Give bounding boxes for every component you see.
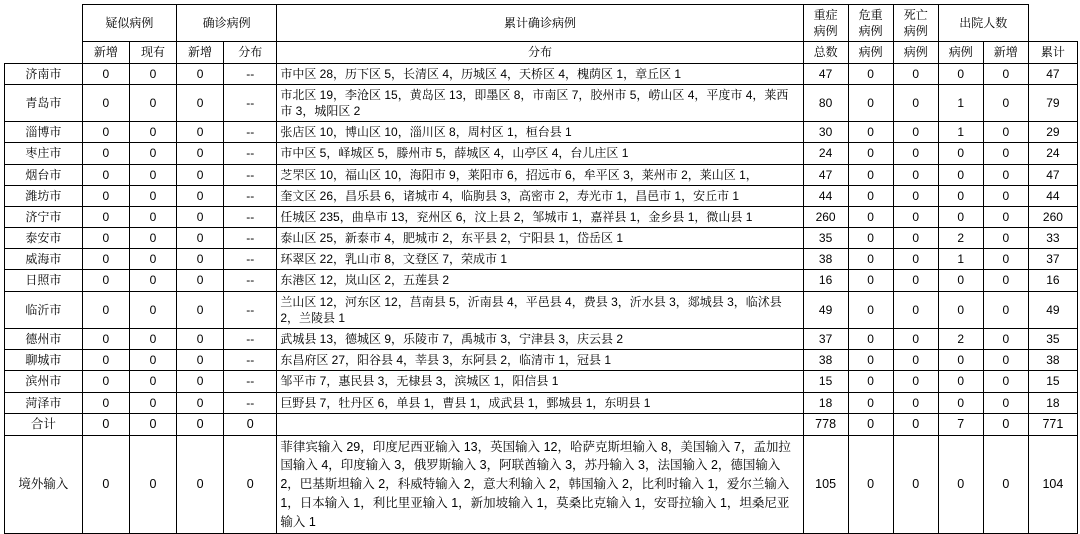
table-cell-suspected-new: 0 bbox=[82, 185, 129, 206]
table-cell-death: 1 bbox=[938, 122, 983, 143]
table-row bbox=[5, 291, 1078, 328]
table-cell-city: 潍坊市 bbox=[5, 185, 83, 206]
table-cell-critical: 0 bbox=[893, 392, 938, 413]
table-cell-confirmed-new: 0 bbox=[177, 329, 224, 350]
table-cell-confirmed-distribution: -- bbox=[224, 63, 277, 84]
table-cell-discharged-total: 79 bbox=[1028, 84, 1077, 121]
table-cell-death: 0 bbox=[938, 270, 983, 291]
table-cell-total: 260 bbox=[803, 206, 848, 227]
table-cell-severe: 0 bbox=[848, 371, 893, 392]
table-cell-death: 0 bbox=[938, 350, 983, 371]
table-cell-confirmed-distribution: -- bbox=[224, 206, 277, 227]
table-cell-critical: 0 bbox=[893, 63, 938, 84]
header-group-confirmed: 确诊病例 bbox=[177, 5, 277, 42]
table-cell-discharged-total: 35 bbox=[1028, 329, 1077, 350]
table-cell-distribution: 菲律宾输入 29，印度尼西亚输入 13，英国输入 12，哈萨克斯坦输入 8，美国输入 7，孟加拉国输入 4，印度输入 3，俄罗斯输入 3，阿联酋输入 3，苏丹输入 3，法国输入 2，德国输入 2，巴基斯坦输入 2，科威特输入 2，意大利输入 2，韩国输入 2，比利时输入 1，爱尔兰输入 1，日本输入 1，利比里亚输入 1，新加坡输入 1，莫桑比克输入 1，安哥拉输入 1，坦桑尼亚输入 1 bbox=[277, 435, 803, 534]
table-cell-city: 合计 bbox=[5, 413, 83, 435]
table-cell-confirmed-new: 0 bbox=[177, 206, 224, 227]
table-cell-confirmed-distribution: -- bbox=[224, 350, 277, 371]
table-cell-confirmed-new: 0 bbox=[177, 84, 224, 121]
header-suspected-current: 现有 bbox=[129, 42, 176, 63]
header-critical-line1: 危重 bbox=[858, 8, 883, 22]
header-severe-line1: 重症 bbox=[813, 8, 838, 22]
table-cell-discharged-new: 0 bbox=[983, 63, 1028, 84]
table-cell-total: 47 bbox=[803, 63, 848, 84]
table-cell-suspected-new: 0 bbox=[82, 206, 129, 227]
table-cell-city: 境外输入 bbox=[5, 435, 83, 534]
table-cell-suspected-new: 0 bbox=[82, 350, 129, 371]
table-cell-death: 7 bbox=[938, 413, 983, 435]
table-cell-confirmed-new: 0 bbox=[177, 122, 224, 143]
table-cell-discharged-total: 37 bbox=[1028, 249, 1077, 270]
table-cell-confirmed-distribution: -- bbox=[224, 164, 277, 185]
table-row bbox=[5, 350, 1078, 371]
table-cell-suspected-current: 0 bbox=[129, 228, 176, 249]
table-cell-city: 聊城市 bbox=[5, 350, 83, 371]
table-cell-critical: 0 bbox=[893, 371, 938, 392]
table-cell-death: 2 bbox=[938, 329, 983, 350]
table-cell-city: 枣庄市 bbox=[5, 143, 83, 164]
table-cell-confirmed-distribution: -- bbox=[224, 249, 277, 270]
header-total: 总数 bbox=[803, 42, 848, 63]
header-group-cumulative: 累计确诊病例 bbox=[277, 5, 803, 42]
table-cell-confirmed-new: 0 bbox=[177, 350, 224, 371]
table-cell-confirmed-distribution: -- bbox=[224, 122, 277, 143]
table-cell-critical: 0 bbox=[893, 143, 938, 164]
table-cell-critical: 0 bbox=[893, 249, 938, 270]
table-cell-suspected-new: 0 bbox=[82, 270, 129, 291]
table-cell-suspected-current: 0 bbox=[129, 63, 176, 84]
table-cell-severe: 0 bbox=[848, 84, 893, 121]
table-cell-confirmed-distribution: -- bbox=[224, 143, 277, 164]
table-cell-severe: 0 bbox=[848, 270, 893, 291]
table-cell-severe: 0 bbox=[848, 435, 893, 534]
table-cell-suspected-new: 0 bbox=[82, 329, 129, 350]
table-cell-distribution: 芝罘区 10，福山区 10，海阳市 9，莱阳市 6，招远市 6，牟平区 3，莱州市 2，莱山区 1， bbox=[277, 164, 803, 185]
table-cell-discharged-new: 0 bbox=[983, 143, 1028, 164]
table-cell-confirmed-new: 0 bbox=[177, 435, 224, 534]
table-cell-death: 0 bbox=[938, 435, 983, 534]
header-group-suspected: 疑似病例 bbox=[82, 5, 176, 42]
table-cell-confirmed-new: 0 bbox=[177, 371, 224, 392]
table-cell-severe: 0 bbox=[848, 63, 893, 84]
table-cell-suspected-current: 0 bbox=[129, 435, 176, 534]
table-cell-discharged-new: 0 bbox=[983, 392, 1028, 413]
table-cell-severe: 0 bbox=[848, 291, 893, 328]
header-corner-blank bbox=[5, 5, 83, 64]
table-cell-critical: 0 bbox=[893, 206, 938, 227]
table-cell-discharged-total: 29 bbox=[1028, 122, 1077, 143]
header-death-line2: 病例 bbox=[903, 24, 928, 39]
table-cell-critical: 0 bbox=[893, 122, 938, 143]
table-cell-discharged-total: 24 bbox=[1028, 143, 1077, 164]
table-cell-distribution: 兰山区 12，河东区 12，莒南县 5，沂南县 4，平邑县 4，费县 3，沂水县 3，郯城县 3，临沭县 2，兰陵县 1 bbox=[277, 291, 803, 328]
table-cell-confirmed-new: 0 bbox=[177, 228, 224, 249]
header-discharged-total: 累计 bbox=[1028, 42, 1077, 63]
table-cell-distribution: 巨野县 7，牡丹区 6，单县 1，曹县 1，成武县 1，鄄城县 1，东明县 1 bbox=[277, 392, 803, 413]
table-cell-discharged-new: 0 bbox=[983, 291, 1028, 328]
table-cell-discharged-new: 0 bbox=[983, 206, 1028, 227]
table-cell-discharged-total: 18 bbox=[1028, 392, 1077, 413]
epidemic-statistics-table bbox=[4, 4, 1078, 534]
table-cell-total: 47 bbox=[803, 164, 848, 185]
table-cell-suspected-new: 0 bbox=[82, 143, 129, 164]
table-cell-discharged-new: 0 bbox=[983, 228, 1028, 249]
table-cell-suspected-current: 0 bbox=[129, 143, 176, 164]
table-cell-city: 济南市 bbox=[5, 63, 83, 84]
table-cell-confirmed-distribution: -- bbox=[224, 392, 277, 413]
table-cell-confirmed-distribution: 0 bbox=[224, 413, 277, 435]
table-cell-distribution: 任城区 235，曲阜市 13，兖州区 6，汶上县 2，邹城市 1，嘉祥县 1，金乡县 1，微山县 1 bbox=[277, 206, 803, 227]
table-cell-confirmed-distribution: -- bbox=[224, 291, 277, 328]
table-cell-total: 80 bbox=[803, 84, 848, 121]
table-cell-death: 0 bbox=[938, 143, 983, 164]
table-row bbox=[5, 143, 1078, 164]
table-header-row-sub bbox=[5, 42, 1078, 63]
table-row bbox=[5, 185, 1078, 206]
table-cell-total: 15 bbox=[803, 371, 848, 392]
table-cell-severe: 0 bbox=[848, 249, 893, 270]
table-cell-distribution: 张店区 10，博山区 10，淄川区 8，周村区 1，桓台县 1 bbox=[277, 122, 803, 143]
table-cell-city: 烟台市 bbox=[5, 164, 83, 185]
table-cell-critical: 0 bbox=[893, 291, 938, 328]
table-cell-severe: 0 bbox=[848, 228, 893, 249]
table-cell-confirmed-distribution: -- bbox=[224, 371, 277, 392]
table-cell-confirmed-distribution: -- bbox=[224, 270, 277, 291]
header-confirmed-new: 新增 bbox=[177, 42, 224, 63]
table-row bbox=[5, 392, 1078, 413]
table-cell-discharged-new: 0 bbox=[983, 185, 1028, 206]
table-cell-critical: 0 bbox=[893, 435, 938, 534]
header-critical-count: 病例 bbox=[893, 42, 938, 63]
table-cell-critical: 0 bbox=[893, 84, 938, 121]
header-group-death bbox=[893, 5, 938, 42]
table-cell-city: 威海市 bbox=[5, 249, 83, 270]
table-cell-total: 44 bbox=[803, 185, 848, 206]
table-cell-confirmed-distribution: -- bbox=[224, 185, 277, 206]
table-cell-suspected-current: 0 bbox=[129, 206, 176, 227]
table-header-row-groups bbox=[5, 5, 1078, 42]
table-cell-total: 35 bbox=[803, 228, 848, 249]
table-cell-discharged-total: 33 bbox=[1028, 228, 1077, 249]
table-cell-distribution: 市中区 5，峄城区 5，滕州市 5，薛城区 4，山亭区 4，台儿庄区 1 bbox=[277, 143, 803, 164]
table-cell-confirmed-distribution: 0 bbox=[224, 435, 277, 534]
table-cell-confirmed-distribution: -- bbox=[224, 228, 277, 249]
table-cell-confirmed-new: 0 bbox=[177, 291, 224, 328]
table-cell-city: 德州市 bbox=[5, 329, 83, 350]
table-cell-discharged-total: 44 bbox=[1028, 185, 1077, 206]
table-cell-total: 38 bbox=[803, 350, 848, 371]
table-cell-total: 18 bbox=[803, 392, 848, 413]
table-row-imported bbox=[5, 435, 1078, 534]
table-cell-confirmed-distribution: -- bbox=[224, 329, 277, 350]
table-cell-death: 0 bbox=[938, 63, 983, 84]
table-cell-suspected-current: 0 bbox=[129, 413, 176, 435]
table-cell-confirmed-distribution: -- bbox=[224, 84, 277, 121]
header-suspected-new: 新增 bbox=[82, 42, 129, 63]
table-cell-confirmed-new: 0 bbox=[177, 413, 224, 435]
table-row bbox=[5, 371, 1078, 392]
table-cell-discharged-total: 15 bbox=[1028, 371, 1077, 392]
table-cell-city: 济宁市 bbox=[5, 206, 83, 227]
table-row bbox=[5, 164, 1078, 185]
table-cell-discharged-total: 49 bbox=[1028, 291, 1077, 328]
table-cell-suspected-current: 0 bbox=[129, 249, 176, 270]
table-cell-city: 青岛市 bbox=[5, 84, 83, 121]
table-cell-suspected-current: 0 bbox=[129, 164, 176, 185]
table-cell-total: 16 bbox=[803, 270, 848, 291]
table-cell-city: 淄博市 bbox=[5, 122, 83, 143]
table-cell-discharged-new: 0 bbox=[983, 413, 1028, 435]
table-cell-critical: 0 bbox=[893, 185, 938, 206]
table-cell-city: 日照市 bbox=[5, 270, 83, 291]
table-row bbox=[5, 206, 1078, 227]
table-cell-distribution: 泰山区 25，新泰市 4，肥城市 2，东平县 2，宁阳县 1，岱岳区 1 bbox=[277, 228, 803, 249]
header-critical-line2: 病例 bbox=[858, 24, 883, 39]
table-cell-total: 38 bbox=[803, 249, 848, 270]
table-row bbox=[5, 270, 1078, 291]
table-cell-total: 49 bbox=[803, 291, 848, 328]
table-cell-confirmed-new: 0 bbox=[177, 185, 224, 206]
table-cell-critical: 0 bbox=[893, 329, 938, 350]
table-row bbox=[5, 84, 1078, 121]
table-cell-suspected-current: 0 bbox=[129, 291, 176, 328]
table-cell-critical: 0 bbox=[893, 164, 938, 185]
table-cell-discharged-total: 47 bbox=[1028, 63, 1077, 84]
table-cell-severe: 0 bbox=[848, 185, 893, 206]
table-cell-suspected-current: 0 bbox=[129, 84, 176, 121]
table-cell-suspected-new: 0 bbox=[82, 84, 129, 121]
table-cell-discharged-total: 38 bbox=[1028, 350, 1077, 371]
table-row bbox=[5, 63, 1078, 84]
table-cell-suspected-current: 0 bbox=[129, 122, 176, 143]
table-cell-critical: 0 bbox=[893, 350, 938, 371]
table-cell-death: 1 bbox=[938, 84, 983, 121]
table-cell-death: 0 bbox=[938, 164, 983, 185]
table-row-total bbox=[5, 413, 1078, 435]
table-cell-severe: 0 bbox=[848, 206, 893, 227]
table-cell-suspected-current: 0 bbox=[129, 270, 176, 291]
table-cell-suspected-current: 0 bbox=[129, 350, 176, 371]
table-cell-death: 1 bbox=[938, 249, 983, 270]
table-cell-suspected-new: 0 bbox=[82, 291, 129, 328]
table-cell-severe: 0 bbox=[848, 164, 893, 185]
header-group-discharged: 出院人数 bbox=[938, 5, 1028, 42]
table-cell-suspected-current: 0 bbox=[129, 371, 176, 392]
table-cell-confirmed-new: 0 bbox=[177, 392, 224, 413]
table-cell-suspected-new: 0 bbox=[82, 228, 129, 249]
table-cell-confirmed-new: 0 bbox=[177, 249, 224, 270]
table-row bbox=[5, 228, 1078, 249]
header-severe-line2: 病例 bbox=[813, 24, 838, 39]
table-cell-discharged-new: 0 bbox=[983, 249, 1028, 270]
header-severe-count: 病例 bbox=[848, 42, 893, 63]
table-cell-distribution: 东昌府区 27，阳谷县 4，莘县 3，东阿县 2，临清市 1，冠县 1 bbox=[277, 350, 803, 371]
table-cell-critical: 0 bbox=[893, 413, 938, 435]
table-cell-discharged-new: 0 bbox=[983, 122, 1028, 143]
header-distribution: 分布 bbox=[277, 42, 803, 63]
table-cell-suspected-new: 0 bbox=[82, 413, 129, 435]
table-cell-severe: 0 bbox=[848, 329, 893, 350]
table-cell-suspected-new: 0 bbox=[82, 392, 129, 413]
table-cell-severe: 0 bbox=[848, 392, 893, 413]
table-cell-suspected-new: 0 bbox=[82, 371, 129, 392]
table-cell-critical: 0 bbox=[893, 228, 938, 249]
table-cell-death: 0 bbox=[938, 185, 983, 206]
table-cell-suspected-new: 0 bbox=[82, 435, 129, 534]
table-cell-distribution: 奎文区 26，昌乐县 6，诸城市 4，临朐县 3，高密市 2，寿光市 1，昌邑市 1，安丘市 1 bbox=[277, 185, 803, 206]
table-cell-city: 临沂市 bbox=[5, 291, 83, 328]
table-cell-confirmed-new: 0 bbox=[177, 63, 224, 84]
table-cell-confirmed-new: 0 bbox=[177, 164, 224, 185]
table-cell-city: 菏泽市 bbox=[5, 392, 83, 413]
table-row bbox=[5, 122, 1078, 143]
table-cell-severe: 0 bbox=[848, 413, 893, 435]
table-cell-discharged-new: 0 bbox=[983, 371, 1028, 392]
table-cell-distribution bbox=[277, 413, 803, 435]
table-cell-discharged-total: 47 bbox=[1028, 164, 1077, 185]
table-cell-critical: 0 bbox=[893, 270, 938, 291]
table-cell-city: 滨州市 bbox=[5, 371, 83, 392]
table-cell-suspected-current: 0 bbox=[129, 185, 176, 206]
table-cell-discharged-new: 0 bbox=[983, 350, 1028, 371]
table-cell-death: 0 bbox=[938, 206, 983, 227]
table-cell-severe: 0 bbox=[848, 143, 893, 164]
table-cell-total: 30 bbox=[803, 122, 848, 143]
table-cell-distribution: 市北区 19，李沧区 15，黄岛区 13，即墨区 8，市南区 7，胶州市 5，崂山区 4，平度市 4，莱西市 3，城阳区 2 bbox=[277, 84, 803, 121]
table-cell-discharged-new: 0 bbox=[983, 270, 1028, 291]
table-cell-severe: 0 bbox=[848, 350, 893, 371]
table-cell-death: 0 bbox=[938, 392, 983, 413]
header-discharged-new: 新增 bbox=[983, 42, 1028, 63]
table-cell-discharged-new: 0 bbox=[983, 329, 1028, 350]
table-cell-confirmed-new: 0 bbox=[177, 143, 224, 164]
table-cell-total: 105 bbox=[803, 435, 848, 534]
table-cell-suspected-new: 0 bbox=[82, 122, 129, 143]
table-cell-death: 2 bbox=[938, 228, 983, 249]
table-cell-suspected-current: 0 bbox=[129, 392, 176, 413]
header-death-count: 病例 bbox=[938, 42, 983, 63]
table-cell-distribution: 市中区 28，历下区 5，长清区 4，历城区 4，天桥区 4，槐荫区 1，章丘区 1 bbox=[277, 63, 803, 84]
table-cell-suspected-current: 0 bbox=[129, 329, 176, 350]
table-cell-discharged-total: 260 bbox=[1028, 206, 1077, 227]
table-cell-discharged-new: 0 bbox=[983, 435, 1028, 534]
table-row bbox=[5, 249, 1078, 270]
table-cell-total: 24 bbox=[803, 143, 848, 164]
table-cell-distribution: 东港区 12，岚山区 2，五莲县 2 bbox=[277, 270, 803, 291]
table-cell-discharged-total: 771 bbox=[1028, 413, 1077, 435]
table-cell-discharged-total: 104 bbox=[1028, 435, 1077, 534]
table-cell-suspected-new: 0 bbox=[82, 63, 129, 84]
table-cell-city: 泰安市 bbox=[5, 228, 83, 249]
table-cell-death: 0 bbox=[938, 371, 983, 392]
table-cell-discharged-total: 16 bbox=[1028, 270, 1077, 291]
header-death-line1: 死亡 bbox=[903, 8, 928, 22]
table-cell-death: 0 bbox=[938, 291, 983, 328]
table-cell-suspected-new: 0 bbox=[82, 164, 129, 185]
table-cell-total: 778 bbox=[803, 413, 848, 435]
table-cell-severe: 0 bbox=[848, 122, 893, 143]
table-cell-suspected-new: 0 bbox=[82, 249, 129, 270]
table-cell-confirmed-new: 0 bbox=[177, 270, 224, 291]
table-cell-discharged-new: 0 bbox=[983, 164, 1028, 185]
table-cell-total: 37 bbox=[803, 329, 848, 350]
table-cell-distribution: 环翠区 22，乳山市 8，文登区 7，荣成市 1 bbox=[277, 249, 803, 270]
header-group-critical bbox=[848, 5, 893, 42]
table-cell-distribution: 邹平市 7，惠民县 3，无棣县 3，滨城区 1，阳信县 1 bbox=[277, 371, 803, 392]
table-cell-distribution: 武城县 13，德城区 9，乐陵市 7，禹城市 3，宁津县 3，庆云县 2 bbox=[277, 329, 803, 350]
table-cell-discharged-new: 0 bbox=[983, 84, 1028, 121]
header-group-severe bbox=[803, 5, 848, 42]
header-confirmed-distribution: 分布 bbox=[224, 42, 277, 63]
table-row bbox=[5, 329, 1078, 350]
